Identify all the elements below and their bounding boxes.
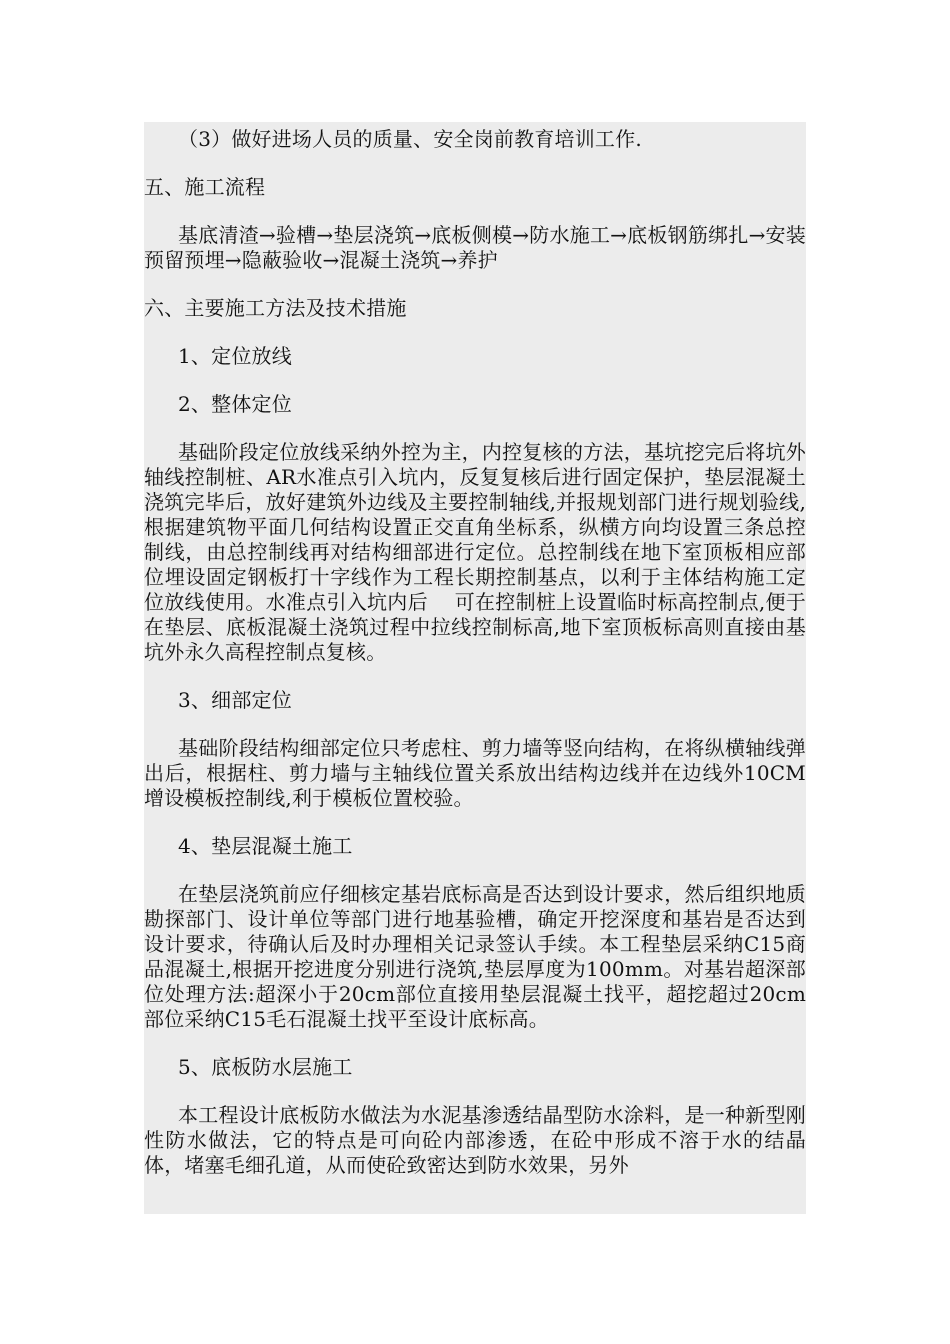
heading-detail-positioning: 3、细部定位 <box>178 688 292 712</box>
heading-waterproofing: 5、底板防水层施工 <box>178 1055 353 1079</box>
heading-cushion-concrete: 4、垫层混凝土施工 <box>178 834 353 858</box>
paragraph-staff-training: （3）做好进场人员的质量、安全岗前教育培训工作. <box>178 127 642 151</box>
paragraph-waterproofing: 本工程设计底板防水做法为水泥基渗透结晶型防水涂料，是一种新型刚性防水做法，它的特点是可向砼内部渗透，在砼中形成不溶于水的结晶体，堵塞毛细孔道，从而使砼致密达到防水效果，另外 <box>144 1103 806 1177</box>
paragraph-overall-positioning: 基础阶段定位放线采纳外控为主，内控复核的方法，基坑挖完后将坑外轴线控制桩、AR水准点引入坑内，反复复核后进行固定保护，垫层混凝土浇筑完毕后，放好建筑外边线及主要控制轴线,并报规划部门进行规划验线,根据建筑物平面几何结构设置正交直角坐标系，纵横方向均设置三条总控制线，由总控制线再对结构细部进行定位。总控制线在地下室顶板相应部位埋设固定钢板打十字线作为工程长期控制基点，以利于主体结构施工定位放线使用。水准点引入坑内后 可在控制桩上设置临时标高控制点,便于在垫层、底板混凝土浇筑过程中拉线控制标高,地下室顶板标高则直接由基坑外永久高程控制点复核。 <box>144 440 806 664</box>
heading-positioning: 1、定位放线 <box>178 344 292 368</box>
paragraph-cushion-concrete: 在垫层浇筑前应仔细核定基岩底标高是否达到设计要求，然后组织地质勘探部门、设计单位等部门进行地基验槽，确定开挖深度和基岩是否达到设计要求，待确认后及时办理相关记录签认手续。本工程垫层采纳C15商品混凝土,根据开挖进度分别进行浇筑,垫层厚度为100mm。对基岩超深部位处理方法:超深小于20cm部位直接用垫层混凝土找平，超挖超过20cm部位采纳C15毛石混凝土找平至设计底标高。 <box>144 882 806 1031</box>
heading-construction-process: 五、施工流程 <box>144 175 266 199</box>
paragraph-detail-positioning: 基础阶段结构细部定位只考虑柱、剪力墙等竖向结构，在将纵横轴线弹出后，根据柱、剪力墙与主轴线位置关系放出结构边线并在边线外10CM增设模板控制线,利于模板位置校验。 <box>144 736 806 810</box>
paragraph-process-flow: 基底清渣→验槽→垫层浇筑→底板侧模→防水施工→底板钢筋绑扎→安装预留预埋→隐蔽验收→混凝土浇筑→养护 <box>144 223 806 272</box>
document-body <box>144 122 806 1178</box>
heading-main-methods: 六、主要施工方法及技术措施 <box>144 296 407 320</box>
heading-overall-positioning: 2、整体定位 <box>178 392 292 416</box>
